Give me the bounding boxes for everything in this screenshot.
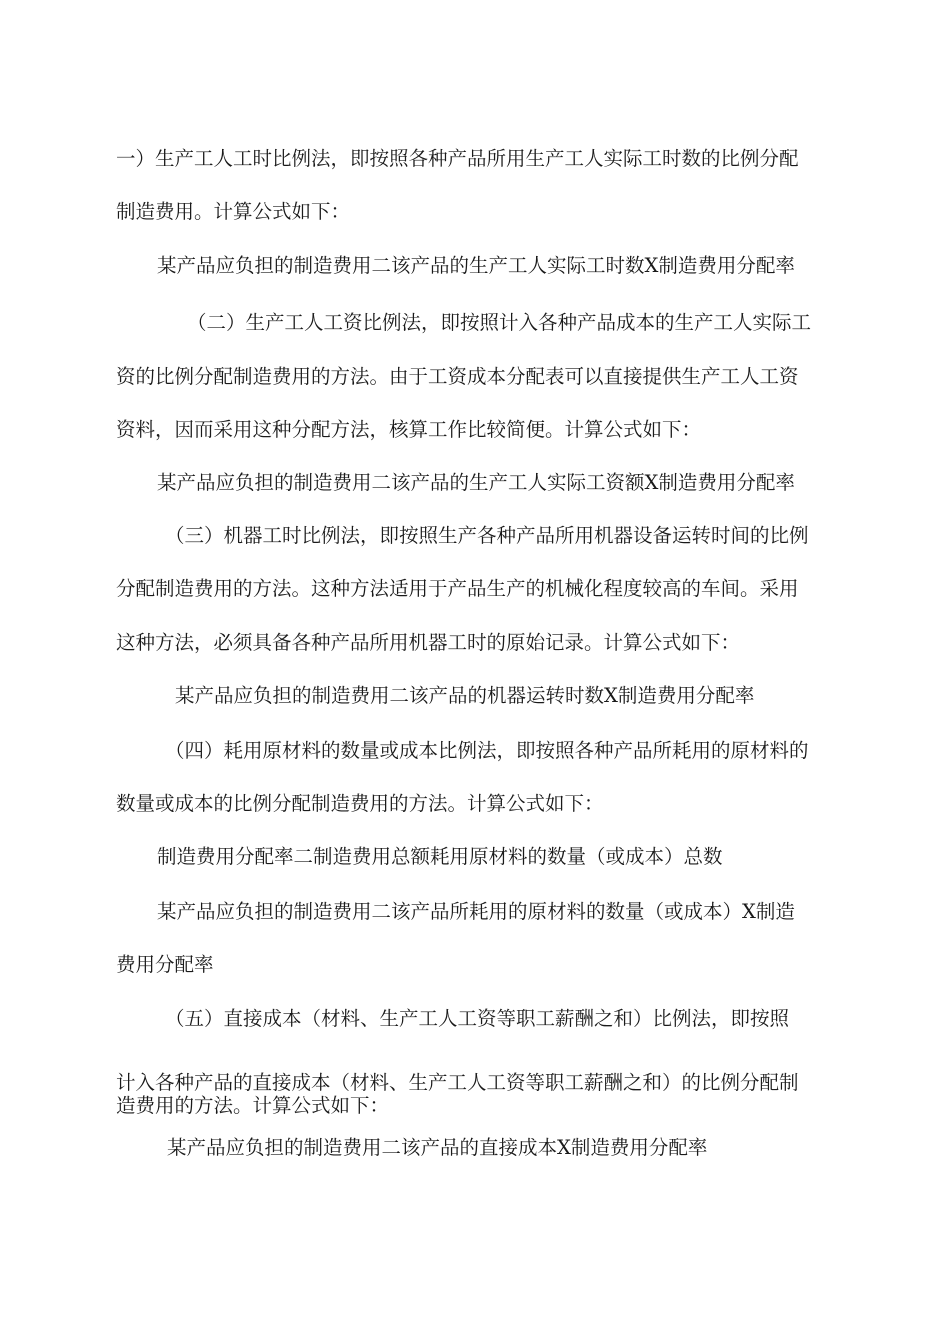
section-heading-line: （四）耗用原材料的数量或成本比例法，即按照各种产品所耗用的原材料的 — [165, 739, 809, 762]
section-heading-line: （二）生产工人工资比例法，即按照计入各种产品成本的生产工人实际工 — [187, 311, 812, 334]
formula-line: 某产品应负担的制造费用二该产品的生产工人实际工时数X制造费用分配率 — [157, 254, 795, 277]
text-line: 造费用的方法。计算公式如下： — [116, 1094, 390, 1117]
formula-line: 某产品应负担的制造费用二该产品所耗用的原材料的数量（或成本）X制造 — [157, 900, 795, 923]
text-line: 分配制造费用的方法。这种方法适用于产品生产的机械化程度较高的车间。采用 — [116, 577, 799, 600]
section-heading-line: （三）机器工时比例法，即按照生产各种产品所用机器设备运转时间的比例 — [165, 524, 809, 547]
formula-line: 某产品应负担的制造费用二该产品的机器运转时数X制造费用分配率 — [175, 684, 755, 707]
formula-line: 某产品应负担的制造费用二该产品的生产工人实际工资额X制造费用分配率 — [157, 471, 795, 494]
text-line: 费用分配率 — [116, 953, 214, 976]
formula-line: 某产品应负担的制造费用二该产品的直接成本X制造费用分配率 — [167, 1136, 708, 1159]
text-line: 资的比例分配制造费用的方法。由于工资成本分配表可以直接提供生产工人工资 — [116, 365, 799, 388]
section-heading-line: （五）直接成本（材料、生产工人工资等职工薪酬之和）比例法，即按照 — [165, 1007, 790, 1030]
text-line: 数量或成本的比例分配制造费用的方法。计算公式如下： — [116, 792, 604, 815]
text-line: 计入各种产品的直接成本（材料、生产工人工资等职工薪酬之和）的比例分配制 — [116, 1071, 799, 1094]
formula-line: 制造费用分配率二制造费用总额耗用原材料的数量（或成本）总数 — [157, 845, 723, 868]
text-line: 这种方法，必须具备各种产品所用机器工时的原始记录。计算公式如下： — [116, 631, 741, 654]
text-line: 制造费用。计算公式如下： — [116, 200, 351, 223]
text-line: 一）生产工人工时比例法，即按照各种产品所用生产工人实际工时数的比例分配 — [116, 147, 799, 170]
text-line: 资料，因而采用这种分配方法，核算工作比较简便。计算公式如下： — [116, 418, 702, 441]
